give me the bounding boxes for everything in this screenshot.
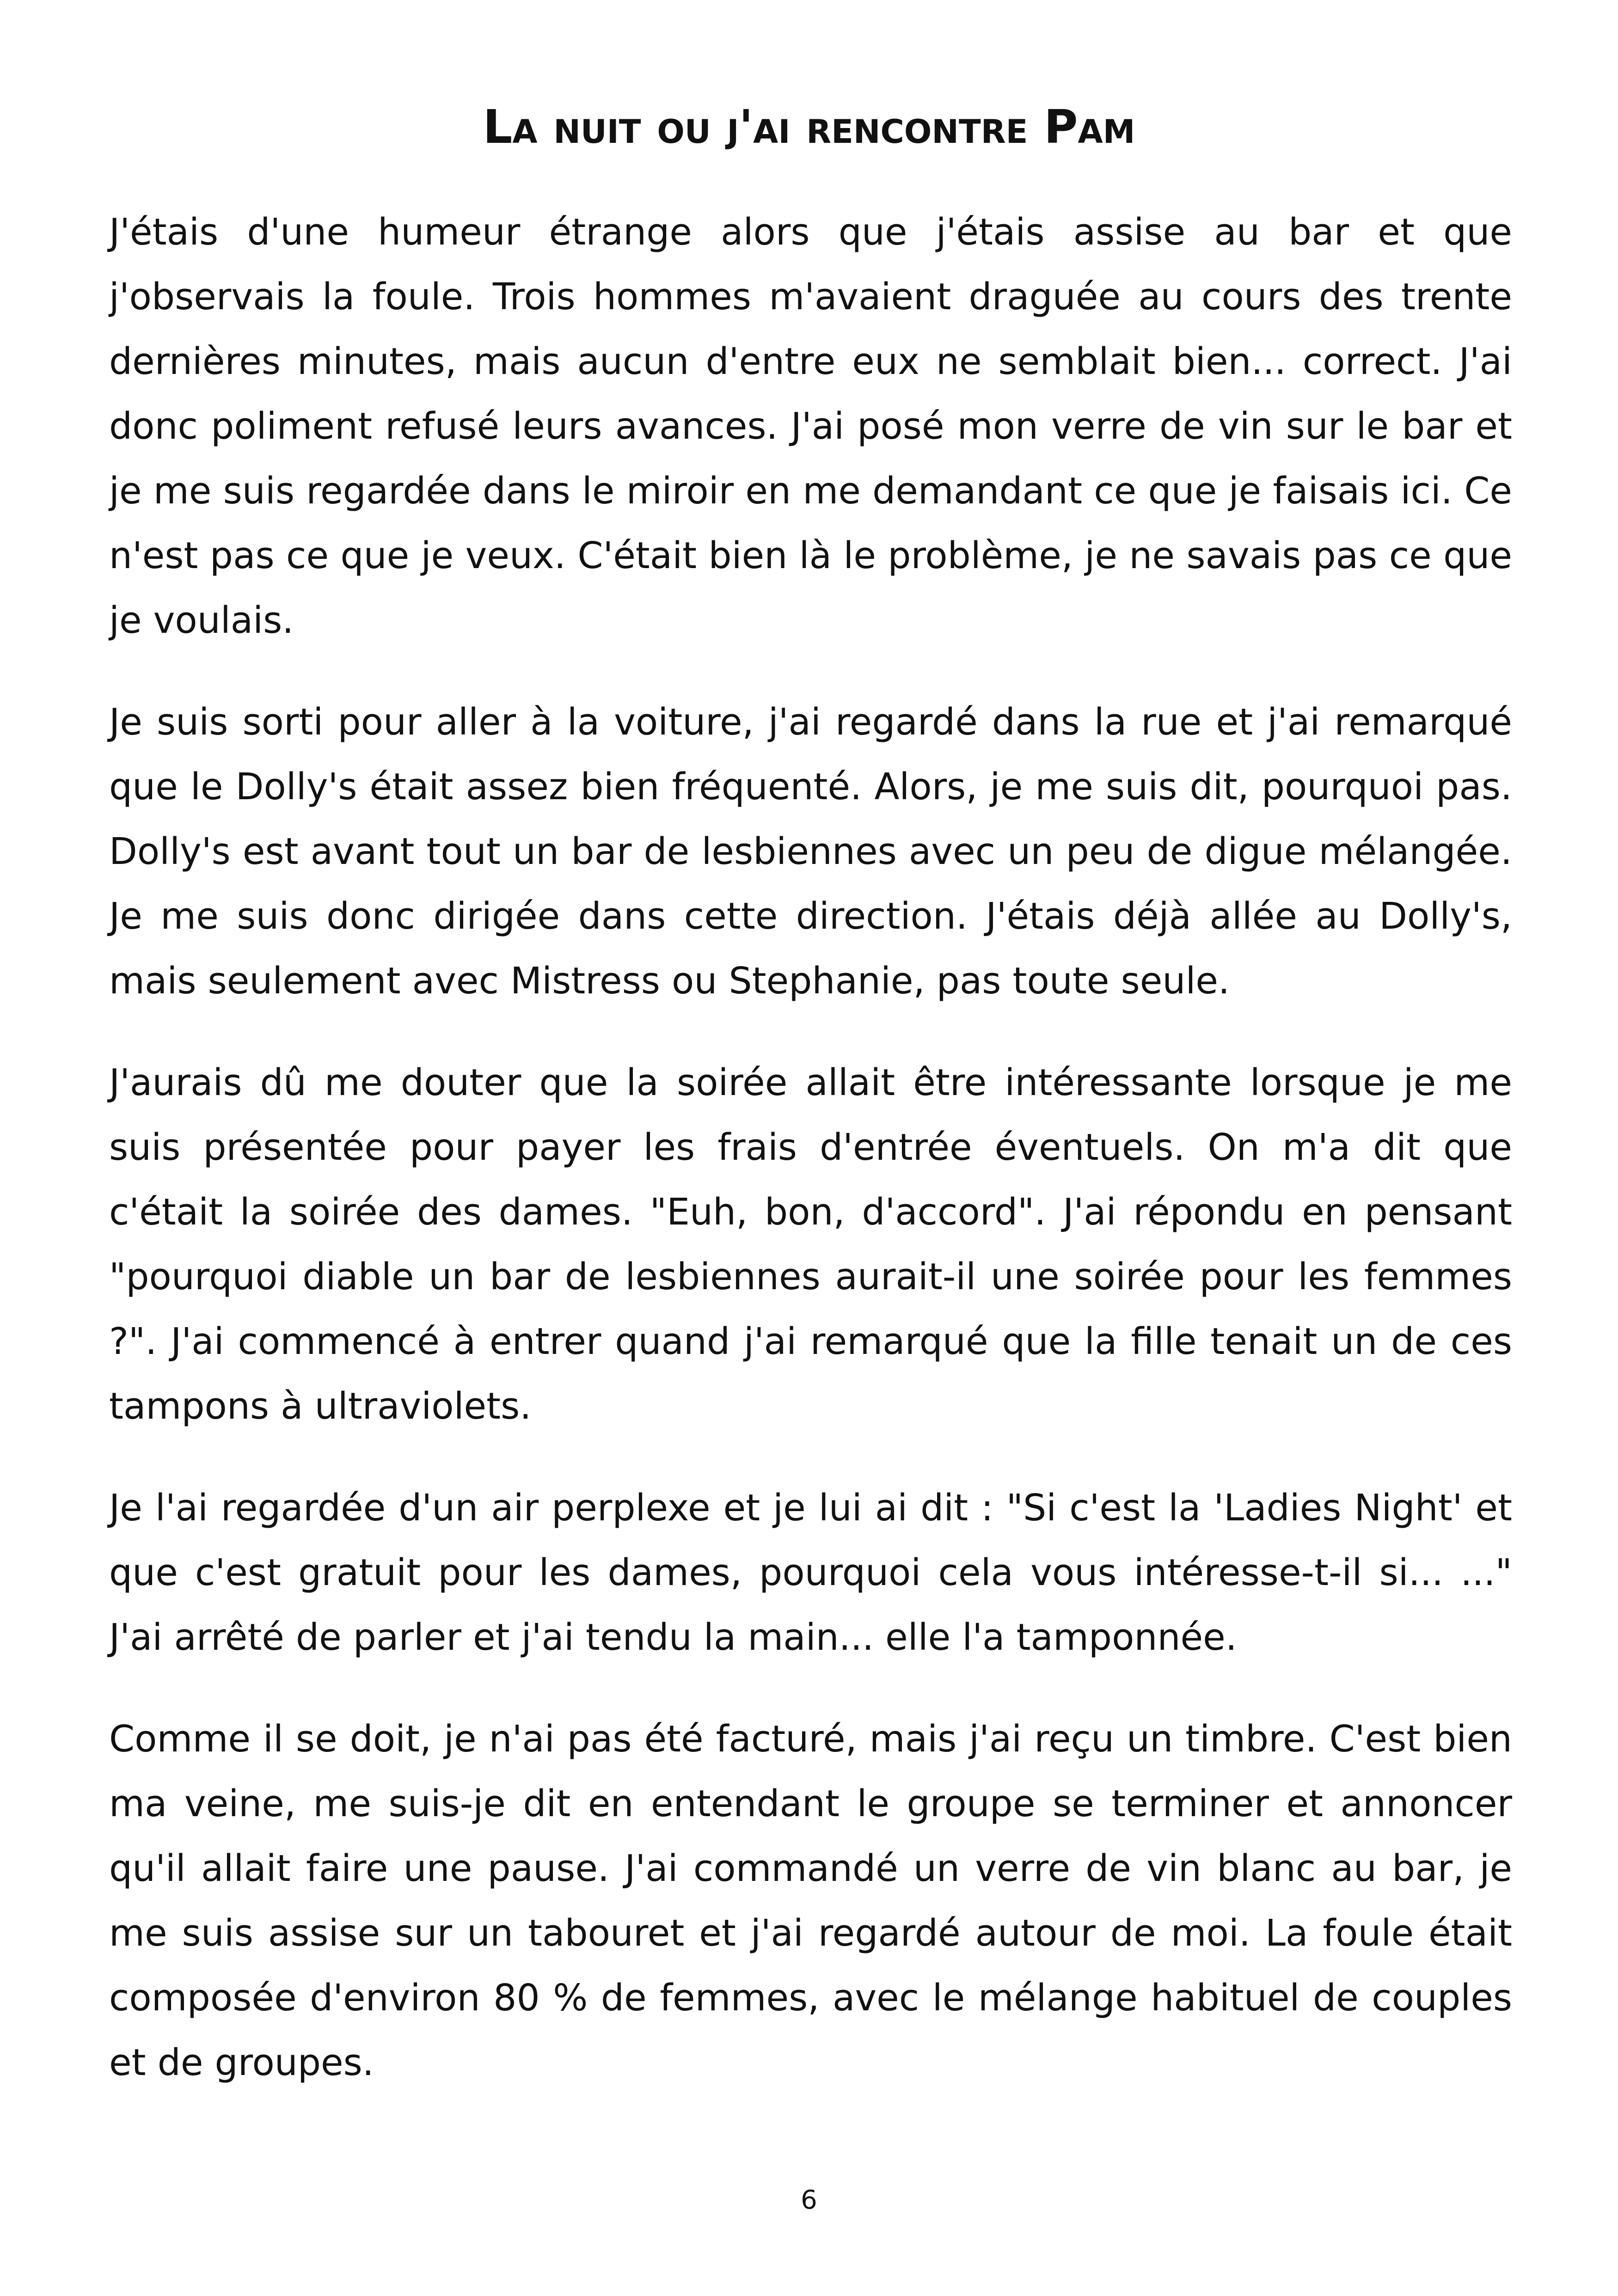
chapter-title: La nuit ou j'ai rencontre Pam <box>483 100 1135 154</box>
body-text <box>109 200 1512 2132</box>
paragraph-1: J'étais d'une humeur étrange alors que j'étais assise au bar et que j'observais la foule. Trois hommes m'avaient draguée au cours des trente dernières minutes, mais aucun d'entre eux ne semblait bien... correct. J'ai donc poliment refusé leurs avances. J'ai posé mon verre de vin sur le bar et je me suis regardée dans le miroir en me demandant ce que je faisais ici. Ce n'est pas ce que je veux. C'était bien là le problème, je ne savais pas ce que je voulais. <box>109 211 1512 642</box>
paragraph-2: Je suis sorti pour aller à la voiture, j'ai regardé dans la rue et j'ai remarqué que le Dolly's était assez bien fréquenté. Alors, je me suis dit, pourquoi pas. Dolly's est avant tout un bar de lesbiennes avec un peu de digue mélangée. Je me suis donc dirigée dans cette direction. J'étais déjà allée au Dolly's, mais seulement avec Mistress ou Stephanie, pas toute seule. <box>109 701 1512 1002</box>
paragraph-5: Comme il se doit, je n'ai pas été facturé, mais j'ai reçu un timbre. C'est bien ma veine, me suis-je dit en entendant le groupe se terminer et annoncer qu'il allait faire une pause. J'ai commandé un verre de vin blanc au bar, je me suis assise sur un tabouret et j'ai regardé autour de moi. La foule était composée d'environ 80 % de femmes, avec le mélange habituel de couples et de groupes. <box>109 1718 1512 2084</box>
paragraph-3: J'aurais dû me douter que la soirée allait être intéressante lorsque je me suis présentée pour payer les frais d'entrée éventuels. On m'a dit que c'était la soirée des dames. "Euh, bon, d'accord". J'ai répondu en pensant "pourquoi diable un bar de lesbiennes aurait-il une soirée pour les femmes ?". J'ai commencé à entrer quand j'ai remarqué que la fille tenait un de ces tampons à ultraviolets. <box>109 1061 1512 1427</box>
page-number: 6 <box>801 2185 817 2215</box>
paragraph-4: Je l'ai regardée d'un air perplexe et je lui ai dit : "Si c'est la 'Ladies Night' et que c'est gratuit pour les dames, pourquoi cela vous intéresse-t-il si... ..." J'ai arrêté de parler et j'ai tendu la main... elle l'a tamponnée. <box>109 1487 1512 1659</box>
